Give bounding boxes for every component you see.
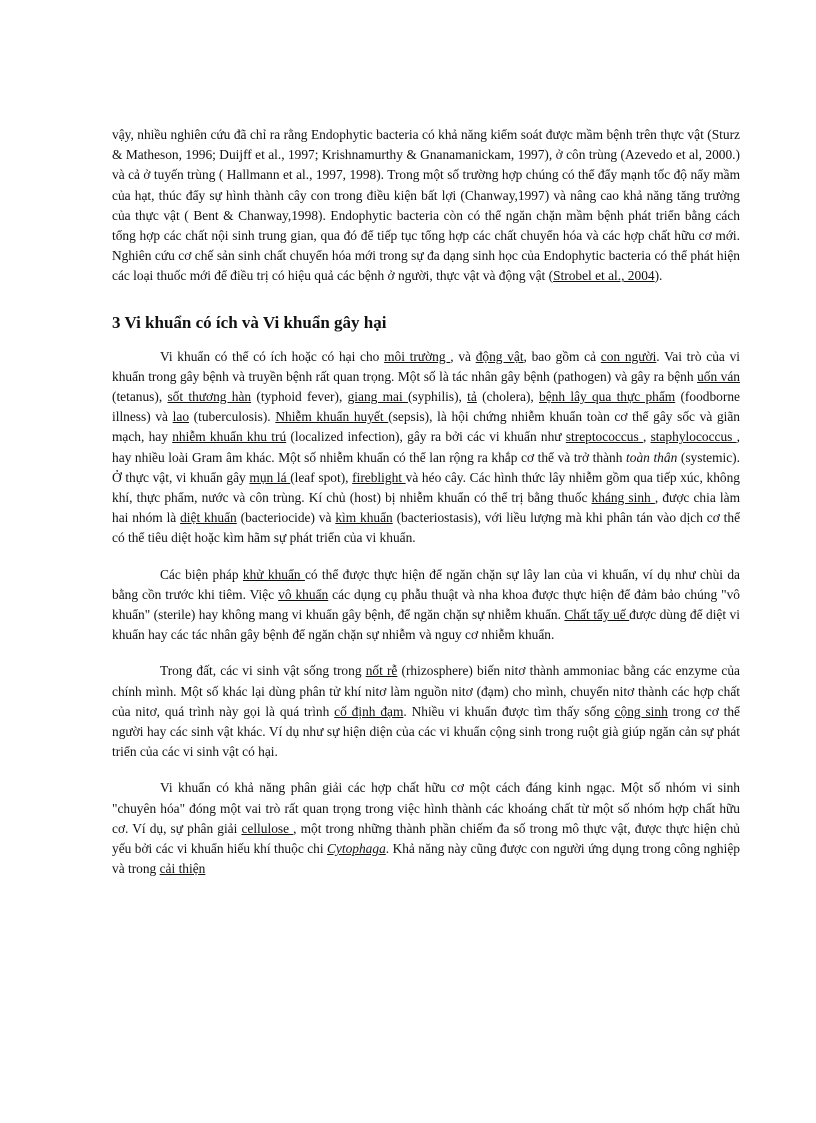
paragraph-disinfection [112,565,740,646]
hyperlink[interactable]: mụn lá [249,469,291,485]
text-run: (bacteriocide) và [236,510,336,526]
text-run: . Nhiều vi khuẩn được tìm thấy sống [403,703,615,719]
hyperlink[interactable]: môi trường [384,348,451,364]
text-run: . Vai trò của vi khuẩn trong gây bệnh và truyền bệnh rất quan trọng. Một số là tác nhân gây bệnh (pathogen) và gây ra bệnh [112,348,740,384]
paragraph-endophytic [112,125,740,287]
hyperlink[interactable]: vô khuẩn [278,586,329,602]
text-run: , một trong những thành phần chiếm đa số trong mô thực vật, được thực hiện chủ yếu bởi các vi khuẩn hiếu khí thuộc chi [112,820,740,857]
text-run: (bacteriostasis), với liều lượng mà khi phân tán vào dịch cơ thể có thể tiêu diệt hoặc kìm hãm sự phát triển của vi khuẩn. [112,510,741,546]
text-run: (systemic). Ở thực vật, vi khuẩn gây [112,449,740,485]
text-run: các dụng cụ phẫu thuật và nha khoa được thực hiện để đảm bảo chúng "vô khuẩn" (sterile) hay không mang vi khuẩn gây bệnh, để ngăn chặn sự nhiễm khuẩn. [112,586,740,623]
hyperlink[interactable]: Cytophaga [327,841,386,857]
hyperlink[interactable]: uốn ván [697,368,740,384]
hyperlink[interactable]: streptococcus [565,429,643,445]
paragraph-soil-microbes [112,661,740,762]
text-run: có thể được thực hiện để ngăn chặn sự lây lan của vi khuẩn, ví dụ như chùi da bằng cồn trước khi tiêm. Việc [112,566,740,602]
paragraph-beneficial-harmful [112,347,740,549]
hyperlink[interactable]: nhiễm khuẩn khu trú [172,429,287,445]
hyperlink[interactable]: con người [600,348,657,364]
text-run: , được chia làm hai nhóm là [112,490,741,526]
text-run: Các biện pháp [160,566,243,582]
hyperlink[interactable]: kháng sinh [591,490,655,506]
hyperlink[interactable]: staphylococcus [650,429,737,445]
hyperlink[interactable]: động vật [475,348,524,364]
text-run: Vi khuẩn có thể có ích hoặc có hại cho [160,348,385,364]
text-run: ). [654,268,663,284]
text-run: (sepsis), là hội chứng nhiễm khuẩn toàn cơ thể gây sốc và giãn mạch, hay [112,409,741,445]
text-run: , bao gồm cả [523,348,601,364]
text-run: (leaf spot), [290,469,353,485]
text-run: . Khả năng này cũng được con người ứng dụng trong công nghiệp và trong [112,841,740,877]
text-run: (rhizosphere) biến nitơ thành ammoniac bằng các enzyme của chính mình. Một số khác lại dùng phân tử khí nitơ làm nguồn nitơ (đạm) cho mình, chuyển nitơ thành các hợp chất của nitơ, quá trình này gọi là quá trình [112,663,740,719]
section-heading: 3 Vi khuẩn có ích và Vi khuẩn gây hại [112,312,387,332]
italic-term: toàn thân [626,449,678,465]
hyperlink[interactable]: cộng sinh [614,703,668,719]
text-run: , [642,429,651,445]
text-run: (cholera), [476,389,540,405]
text-run: (foodborne illness) và [112,389,740,425]
hyperlink[interactable]: khử khuẩn [242,566,305,582]
text-run: trong cơ thể người hay các sinh vật khác. Ví dụ như sự hiện diện của các vi khuẩn cộng sinh trong ruột già giúp ngăn cản sự phát triển của các vi sinh vật có hại. [112,703,740,760]
hyperlink[interactable]: Chất tẩy uế [564,607,630,623]
text-run: , hay nhiều loài Gram âm khác. Một số nhiễm khuẩn có thể lan rộng ra khắp cơ thể và trở thành [112,429,740,465]
document-page [112,125,740,880]
text-run: vậy, nhiều nghiên cứu đã chỉ ra rằng Endophytic bacteria có khả năng kiểm soát được mầm bệnh trên thực vật (Sturz & Matheson, 1996; Duijff et al., 1997; Krishnamurthy & Gnanamanickam, 1997), ở côn trùng (Azevedo et al, 2000.) và cả ở tuyến trùng ( Hallmann et al., 1997, 1998). Trong một số trường hợp chúng có thể đẩy mạnh tốc độ nẩy mầm của hạt, thúc đẩy sự hình thành cây con trong điều kiện bất lợi (Chanway,1997) và nâng cao khả năng tăng trưởng của thực vật ( Bent & Chanway,1998). Endophytic bacteria còn có thể ngăn chặn mầm bệnh phát triển bằng cách tổng hợp các chất nội sinh trung gian, qua đó để tiếp tục tổng hợp các chất chuyển hóa và các hợp chất hữu cơ mới. Nghiên cứu cơ chế sản sinh chất chuyển hóa mới trong sự đa dạng sinh học của Endophytic bacteria có thể phát hiện các loại thuốc mới để điều trị có hiệu quả các bệnh ở người, thực vật và động vật ( [112,127,740,284]
hyperlink[interactable]: cố định đạm [334,703,404,719]
hyperlink[interactable]: cải thiện [159,861,206,877]
text-run: (tuberculosis). [189,409,276,425]
text-run: (localized infection), gây ra bởi các vi khuẩn như [286,429,566,445]
hyperlink[interactable]: sốt thương hàn [167,389,252,405]
hyperlink[interactable]: kìm khuẩn [335,510,393,526]
text-run: (syphilis), [407,389,468,405]
hyperlink[interactable]: tả [467,389,477,405]
hyperlink[interactable]: nốt rễ [365,663,398,679]
text-run: Trong đất, các vi sinh vật sống trong [160,663,366,679]
hyperlink[interactable]: Strobel et al., 2004 [553,268,655,284]
text-run: (typhoid fever), [251,389,348,405]
hyperlink[interactable]: diệt khuẩn [180,510,237,526]
hyperlink[interactable]: cellulose [241,820,294,836]
text-run: được dùng để diệt vi khuẩn hay các tác nhân gây bệnh để ngăn chặn sự nhiễm và nguy cơ nhiễm khuẩn. [112,607,740,643]
hyperlink[interactable]: lao [172,409,190,425]
text-run: (tetanus), [112,389,168,405]
hyperlink[interactable]: fireblight [352,469,406,485]
text-run: và héo cây. Các hình thức lây nhiễm gồm qua tiếp xúc, không khí, thực phẩm, nước và côn trùng. Kí chủ (host) bị nhiễm khuẩn có thể trị bằng thuốc [112,469,740,506]
hyperlink[interactable]: giang mai [347,389,408,405]
hyperlink[interactable]: bệnh lây qua thực phẩm [539,389,676,405]
text-run: , và [450,348,476,364]
text-run: Vi khuẩn có khả năng phân giải các hợp chất hữu cơ một cách đáng kinh ngạc. Một số nhóm vi sinh "chuyên hóa" đóng một vai trò rất quan trọng trong việc hình thành các khoáng chất từ một số nhóm hợp chất hữu cơ. Ví dụ, sự phân giải [112,780,740,836]
hyperlink[interactable]: Nhiễm khuẩn huyết [275,409,389,425]
paragraph-decomposition [112,778,740,879]
